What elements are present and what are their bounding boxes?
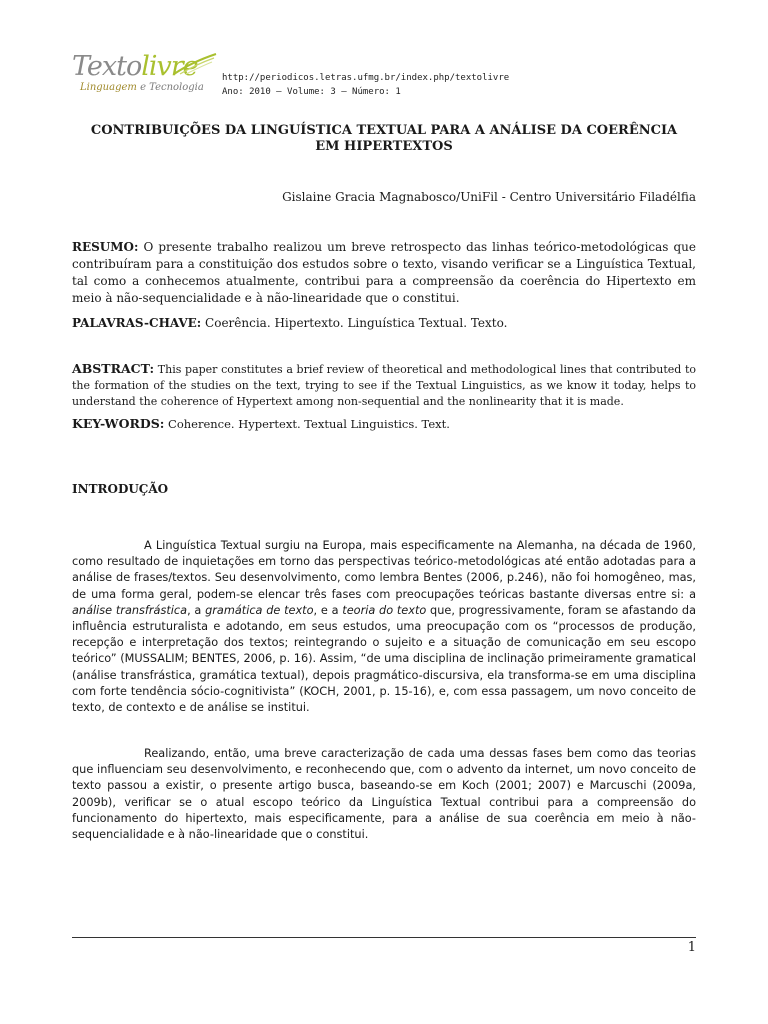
logo-word-livre: livre	[141, 51, 198, 82]
title-line-2: EM HIPERTEXTOS	[315, 139, 453, 154]
palavras-chave-label: PALAVRAS-CHAVE:	[72, 316, 202, 330]
keywords-label: KEY-WORDS:	[72, 416, 165, 431]
intro-paragraph-2-text: Realizando, então, uma breve caracterização de cada uma dessas fases bem como das teorias que influenciam seu desenvolvimento, e reconhecendo que, com o advento da internet, um novo conceito de texto passou a existir, o presente artigo busca, baseando-se em Koch (2001; 2007) e Marcuschi (2009a, 2009b), verificar se o atual escopo teórico da Linguística Textual contribui para a compreensão do funcionamento do hipertexto, mais especificamente, para a análise de sua coerência em meio à não-sequencialidade e à não-linearidade que o constitui.	[72, 747, 696, 842]
section-heading-introducao: INTRODUÇÃO	[72, 482, 169, 496]
palavras-chave-text: Coerência. Hipertexto. Linguística Textual. Texto.	[201, 316, 508, 330]
page-number: 1	[687, 940, 696, 955]
title-line-1: CONTRIBUIÇÕES DA LINGUÍSTICA TEXTUAL PARA A ANÁLISE DA COERÊNCIA	[90, 123, 678, 138]
p1-emphasis-gramatica-de-texto: gramática de texto	[205, 603, 314, 617]
resumo-text: O presente trabalho realizou um breve retrospecto das linhas teórico-metodológicas que contribuíram para a constituição dos estudos sobre o texto, visando verificar se a Linguística Textual, tal como a conhecemos atualmente, contribui para a compreensão da coerência do Hipertexto em meio à não-sequencialidade e à não-linearidade que o constitui.	[72, 240, 696, 305]
keywords-paragraph	[72, 415, 696, 433]
abstract-paragraph	[72, 361, 696, 410]
logo-tagline-part1: Linguagem	[80, 82, 137, 93]
resumo-paragraph	[72, 239, 696, 307]
logo-tagline	[80, 82, 204, 93]
quill-swoosh-icon	[172, 52, 218, 78]
journal-issue: Ano: 2010 – Volume: 3 – Número: 1	[222, 87, 401, 97]
p1-segment-c: , e a	[313, 603, 343, 617]
article-author: Gislaine Gracia Magnabosco/UniFil - Centro Universitário Filadélfia	[282, 190, 696, 204]
p1-segment-a: A Linguística Textual surgiu na Europa, mais especificamente na Alemanha, na década de 1960, como resultado de inquietações em torno das perspectivas teórico-metodológicas até então adotadas para a análise de frases/textos. Seu desenvolvimento, como lembra Bentes (2006, p.246), não foi homogêneo, mas, de uma forma geral, podem-se elencar três fases com preocupações teóricas bastante diversas entre si: a	[72, 539, 696, 601]
palavras-chave-paragraph	[72, 315, 696, 332]
journal-logo	[72, 52, 222, 98]
abstract-label: ABSTRACT:	[72, 361, 155, 376]
intro-paragraph-2	[72, 746, 696, 843]
p1-emphasis-analise-transfrastica: análise transfrástica	[72, 603, 188, 617]
resumo-label: RESUMO:	[72, 240, 139, 254]
intro-paragraph-1	[72, 538, 696, 716]
article-title	[72, 123, 696, 155]
p1-emphasis-teoria-do-texto: teoria do texto	[342, 603, 427, 617]
journal-header	[222, 71, 509, 99]
footer-divider	[72, 937, 696, 938]
abstract-text: This paper constitutes a brief review of theoretical and methodological lines that contributed to the formation of the studies on the text, trying to see if the Textual Linguistics, as we know it today, helps to understand the coherence of Hypertext among non-sequential and the nonlinearity that it is made.	[72, 363, 696, 408]
keywords-text: Coherence. Hypertext. Textual Linguistics. Text.	[164, 417, 450, 431]
p1-segment-b: , a	[187, 603, 206, 617]
logo-tagline-part2: e Tecnologia	[140, 82, 204, 93]
p1-segment-d: que, progressivamente, foram se afastando da influência estruturalista e adotando, em seus estudos, uma preocupação com os “processos de produção, recepção e interpretação dos textos; reintegrando o sujeito e a situação de comunicação em seu escopo teórico” (MUSSALIM; BENTES, 2006, p. 16). Assim, “de uma disciplina de inclinação primeiramente gramatical (análise transfrástica, gramática textual), depois pragmático-discursiva, ela transforma-se em uma disciplina com forte tendência sócio-cognitivista” (KOCH, 2001, p. 15-16), e, com essa passagem, um novo conceito de texto, de contexto e de análise se institui.	[72, 603, 697, 715]
journal-url: http://periodicos.letras.ufmg.br/index.php/textolivre	[222, 73, 510, 83]
logo-word-texto: Texto	[72, 51, 142, 82]
intro-paragraph-1-text	[72, 538, 696, 716]
